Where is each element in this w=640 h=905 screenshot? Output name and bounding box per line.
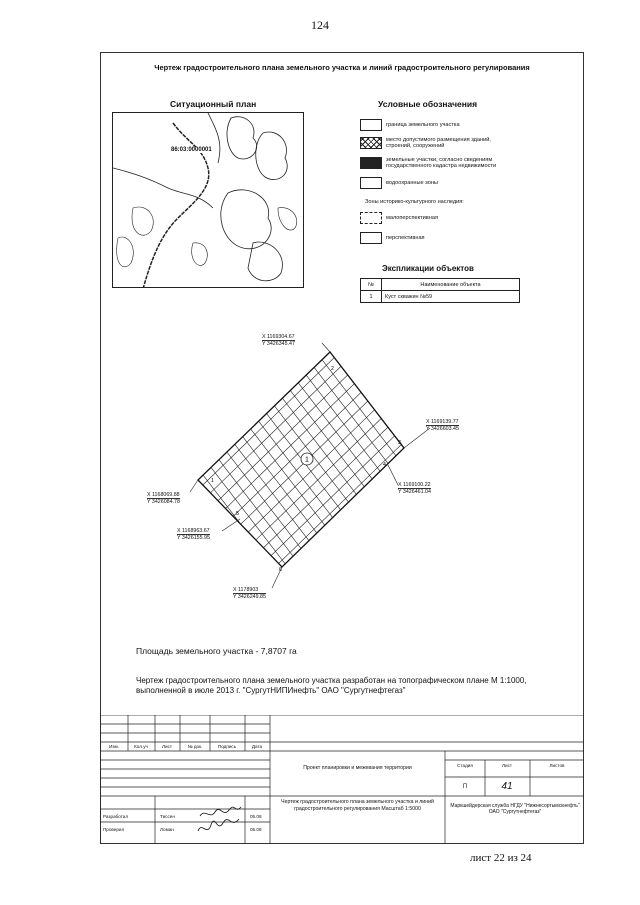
point-label: 3 [398,440,401,446]
role-date: 05.08 [250,827,262,832]
coord-point-1: X 1168069.88 Y 3426084.78 [147,492,180,505]
role-name: Ломан [160,827,174,832]
heritage-title: Зоны историко-культурного наследия: [365,199,464,205]
role-date: 05.08 [250,814,262,819]
coord-point-5: X 1168963.67 Y 3426155.95 [177,528,210,541]
page-number: 124 [311,18,329,32]
stamp-header: Подпись [217,744,237,749]
drawing-title: Чертеж градостроительного плана земельного участка и линий градостроительного регулирования [154,63,530,72]
legend-label: граница земельного участка [386,122,460,128]
object-label: 1 [305,456,309,464]
coord-point-2: X 1169304.67 Y 3426345.47 [262,334,295,347]
legend-label: земельные участки, согласно сведениям государственного кадастра недвижимости [386,157,497,169]
stamp-header: Дата [251,744,263,749]
project-name: Проект планировки и межевания территории [303,765,412,771]
legend-label: перспективная [386,235,425,241]
role-name: Тиссен [160,814,175,819]
situation-plan-label: Ситуационный план [170,99,257,109]
title-block [100,715,584,844]
legend-label: малоперспективная [386,215,438,221]
point-label: 5 [236,511,239,517]
stamp-header: Лист [162,744,172,749]
point-label: 1 [211,478,214,484]
legend-label: водоохранные зоны [386,180,438,186]
signature-2 [198,819,239,831]
explication-title: Экспликации объектов [382,264,474,273]
area-text: Площадь земельного участка - 7,8707 га [136,646,297,656]
point-label: 6 [279,567,282,573]
stamp-header: Кол.уч [134,744,148,749]
stage-header: Листов [549,763,565,768]
organization: Маркшейдерская служба НГДУ "Нижнесортымскнефть" ОАО "Сургутнефтегаз" [450,803,580,816]
drawing-name: Чертеж градостроительного плана земельного участка и линий градостроительного регулирования Масштаб 1:5000 [281,799,434,812]
stamp-header: Изм. [109,744,119,749]
point-label: 2 [331,366,334,372]
legend-title: Условные обозначения [378,99,478,109]
sheet-value: 41 [501,781,513,792]
sheet-footer: лист 22 из 24 [470,852,532,864]
stage-value: П [462,784,468,790]
point-label: 4 [383,462,386,468]
legend-label: место допустимого размещения зданий, строений, сооружений [386,137,491,149]
table-header: Наименование объекта [382,279,520,291]
stage-header: Лист [502,763,512,768]
parcel-id: 86:03:0000001 [171,147,212,153]
table-cell: 1 [361,291,382,303]
stage-header: Стадия [457,763,473,768]
coord-point-4: X 1169100.22 Y 3426461.04 [398,482,431,495]
stamp-header: № док. [187,744,203,749]
coord-point-3: X 1169139.77 Y 3426603.45 [426,419,459,432]
table-cell: Куст скважин №59 [382,291,520,303]
signature-1 [200,807,241,816]
role-label: Разработал [103,814,129,819]
role-label: Проверил [103,827,125,832]
coord-point-6: X 1178903 Y 3426249.85 [233,587,266,600]
table-header: № [361,279,382,291]
plan-note: Чертеж градостроительного плана земельного участка разработан на топографическом плане М 1:1000, выполненной в июле 2013 г. "СургутНИПИнефть" ОАО "Сургутнефтегаз" [136,676,527,695]
